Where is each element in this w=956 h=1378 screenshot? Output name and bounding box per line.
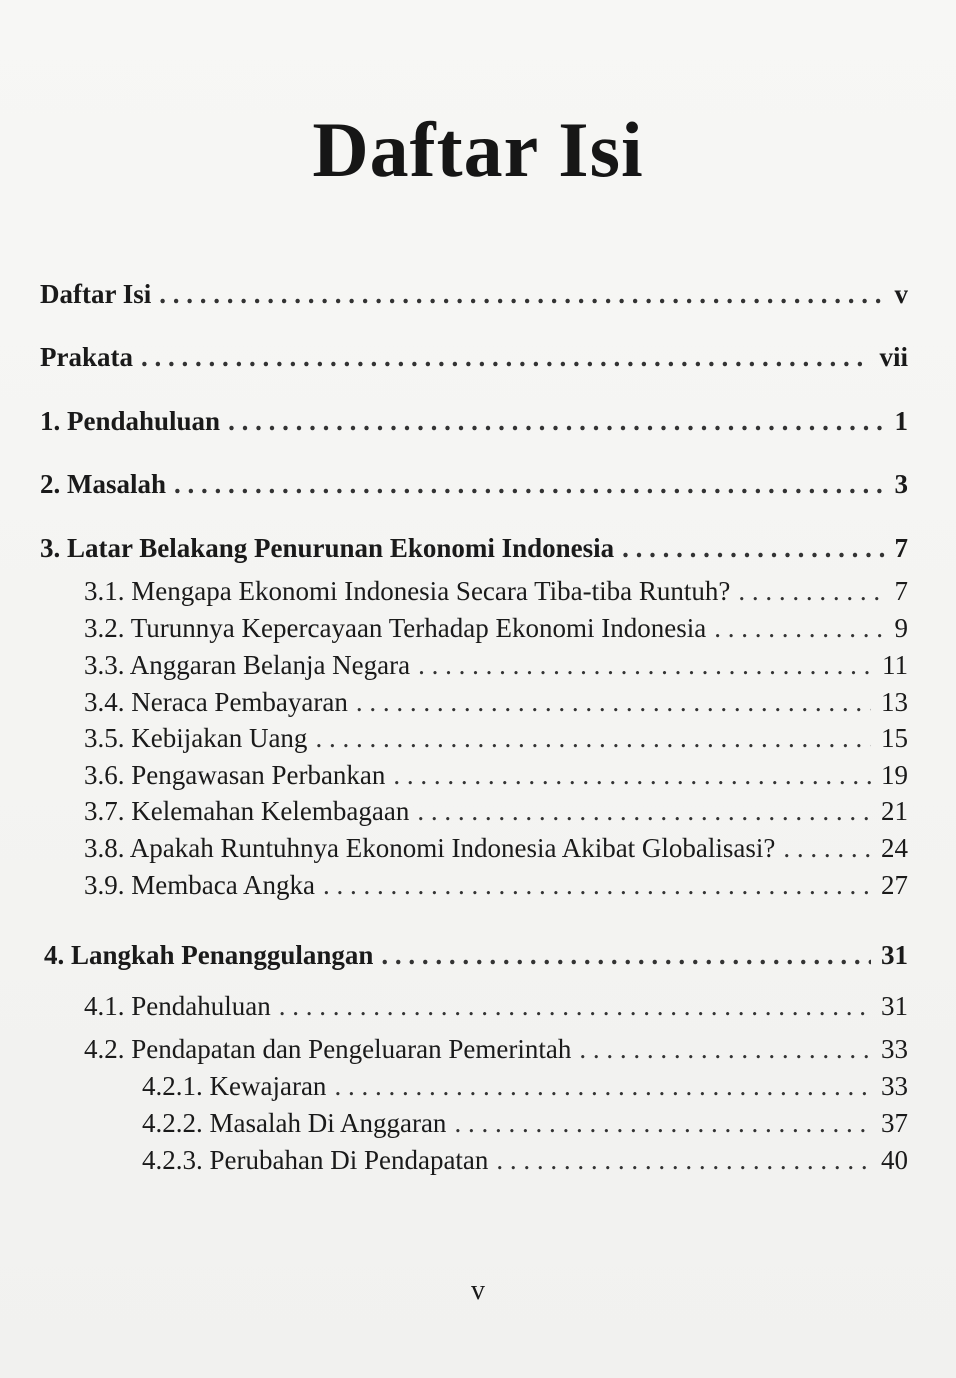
page-title: Daftar Isi [312, 106, 644, 193]
toc-entry-label: Neraca Pembayaran [131, 687, 348, 717]
dot-leader [418, 650, 872, 681]
toc-entry-page: 19 [881, 760, 908, 790]
toc-entry-number: 1. [40, 406, 61, 436]
toc-entry [84, 760, 908, 791]
toc-entry-label: Masalah Di Anggaran [209, 1108, 447, 1138]
toc-entry [84, 687, 908, 718]
toc-entry-label: Daftar Isi [40, 279, 152, 309]
toc-entry-page: 21 [881, 796, 908, 826]
toc-entry-page: 40 [881, 1145, 908, 1175]
toc-entry-number: 3.2. [84, 613, 125, 643]
toc-entry [40, 533, 908, 564]
dot-leader [174, 469, 884, 500]
toc-entry-page: 33 [881, 1071, 908, 1101]
toc-entry [84, 1034, 908, 1065]
toc-entry-number: 3.1. [84, 576, 125, 606]
toc-entry [40, 406, 908, 437]
toc-entry [84, 613, 908, 644]
toc-entry-page: 13 [881, 687, 908, 717]
dot-leader [159, 279, 884, 310]
dot-leader [417, 796, 871, 827]
toc-entry-label: Perubahan Di Pendapatan [209, 1145, 489, 1175]
dot-leader [356, 687, 871, 718]
toc-entry-label: Langkah Penanggulangan [71, 940, 374, 970]
dot-leader [334, 1071, 871, 1102]
toc-entry-label: Mengapa Ekonomi Indonesia Secara Tiba-tiba Runtuh? [131, 576, 731, 606]
toc-entry-label: Pengawasan Perbankan [131, 760, 386, 790]
dot-leader [579, 1034, 871, 1065]
toc-entry-label: Masalah [67, 469, 167, 499]
toc-entry-page: 37 [881, 1108, 908, 1138]
toc-entry-number: 4.2.2. [142, 1108, 203, 1138]
toc-entry-label: Pendahuluan [67, 406, 221, 436]
dot-leader [393, 760, 871, 791]
toc-entry-page: v [894, 279, 908, 309]
toc-entry-page: 15 [881, 723, 908, 753]
toc-entry-number: 4.2.3. [142, 1145, 203, 1175]
toc-entry-label: Kewajaran [209, 1071, 327, 1101]
toc-entry [84, 650, 908, 681]
toc-entry-page: 27 [881, 870, 908, 900]
toc-entry-number: 4.2.1. [142, 1071, 203, 1101]
dot-leader [496, 1145, 871, 1176]
toc-entry [84, 576, 908, 607]
dot-leader [315, 723, 871, 754]
toc-entry-page: vii [879, 342, 908, 372]
toc-entry [84, 833, 908, 864]
toc-entry-page: 11 [882, 650, 908, 680]
toc-entry-number: 3.6. [84, 760, 125, 790]
dot-leader [622, 533, 884, 564]
toc-entry-number: 4.1. [84, 991, 125, 1021]
toc-entry-label: Pendahuluan [131, 991, 271, 1021]
toc-entry-page: 31 [881, 991, 908, 1021]
toc-entry-label: Turunnya Kepercayaan Terhadap Ekonomi Indonesia [130, 613, 707, 643]
dot-leader [381, 940, 871, 971]
toc-entry [40, 279, 908, 310]
toc-entry-page: 7 [894, 576, 908, 606]
dot-leader [279, 991, 871, 1022]
toc-entry-label: Anggaran Belanja Negara [129, 650, 411, 680]
dot-leader [783, 833, 871, 864]
dot-leader [141, 342, 870, 373]
toc-entry [84, 723, 908, 754]
toc-entry-number: 3.9. [84, 870, 125, 900]
toc-entry [142, 1108, 908, 1139]
toc-entry-page: 1 [894, 406, 908, 436]
toc-entry-number: 3.5. [84, 723, 125, 753]
toc-entry [84, 991, 908, 1022]
toc-entry-number: 3.8. [84, 833, 125, 863]
toc-entry-number: 4. [44, 940, 65, 970]
dot-leader [323, 870, 871, 901]
dot-leader [714, 613, 884, 644]
toc-entry-number: 3.3. [84, 650, 125, 680]
dot-leader [738, 576, 884, 607]
toc-entry [40, 342, 908, 373]
toc-entry-number: 3. [40, 533, 61, 563]
dot-leader [454, 1108, 871, 1139]
toc-entry-label: Prakata [40, 342, 133, 372]
toc-entry-number: 2. [40, 469, 61, 499]
toc-entry-label: Pendapatan dan Pengeluaran Pemerintah [131, 1034, 572, 1064]
toc-entry-label: Kelemahan Kelembagaan [131, 796, 410, 826]
dot-leader [228, 406, 884, 437]
toc-entry-label: Kebijakan Uang [131, 723, 308, 753]
toc-entry [40, 469, 908, 500]
toc-entry-label: Apakah Runtuhnya Ekonomi Indonesia Akibat Globalisasi? [129, 833, 776, 863]
toc-entry [142, 1071, 908, 1102]
toc-entry-number: 4.2. [84, 1034, 125, 1064]
toc-entry [84, 870, 908, 901]
page-number: v [471, 1275, 485, 1306]
toc-entry-label: Latar Belakang Penurunan Ekonomi Indonesia [67, 533, 615, 563]
toc-entry-page: 7 [894, 533, 908, 563]
toc-entry-page: 9 [894, 613, 908, 643]
toc-entry-number: 3.4. [84, 687, 125, 717]
toc-entry-page: 3 [894, 469, 908, 499]
toc-entry [142, 1145, 908, 1176]
toc-entry-label: Membaca Angka [131, 870, 315, 900]
toc-entry-page: 24 [881, 833, 908, 863]
toc-entry [84, 796, 908, 827]
toc-entry-page: 33 [881, 1034, 908, 1064]
toc-entry [44, 940, 908, 971]
toc-entry-number: 3.7. [84, 796, 125, 826]
toc-entry-page: 31 [881, 940, 908, 970]
